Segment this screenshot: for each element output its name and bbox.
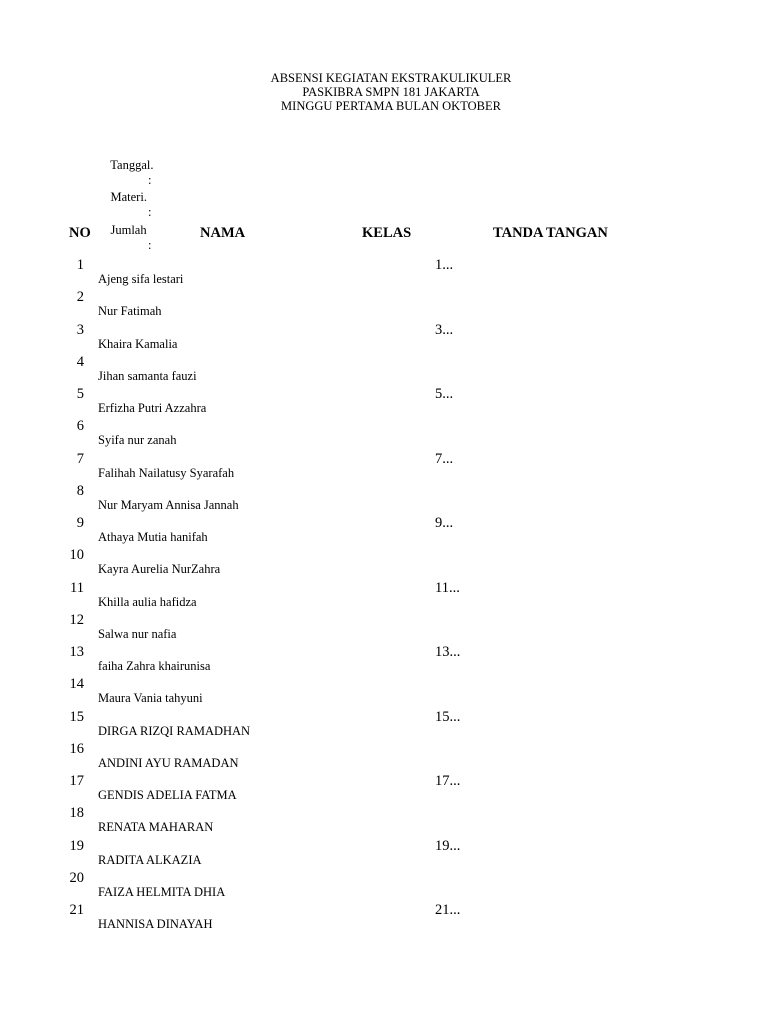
document-title-line-2: PASKIBRA SMPN 181 JAKARTA — [302, 85, 480, 99]
document-title-line-1: ABSENSI KEGIATAN EKSTRAKULIKULER — [270, 71, 512, 85]
meta-material-colon: : — [148, 205, 152, 219]
row-number: 21 — [69, 902, 84, 918]
row-number: 9 — [76, 515, 84, 531]
meta-count-colon: : — [148, 238, 152, 252]
column-header-no: NO — [69, 225, 91, 241]
column-header-signature-clip — [493, 222, 608, 246]
row-name: faiha Zahra khairunisa — [98, 659, 211, 673]
row-name: RENATA MAHARAN — [98, 820, 214, 835]
row-name: Erfizha Putri Azzahra — [98, 401, 207, 415]
meta-count-label: Jumlah — [110, 223, 147, 237]
row-name: Kayra Aurelia NurZahra — [98, 562, 221, 577]
row-number: 5 — [76, 386, 84, 402]
row-signature-slot: 3... — [435, 321, 454, 338]
meta-material-label: Materi. — [110, 190, 147, 204]
row-number: 17 — [69, 773, 84, 789]
row-signature-slot: 15... — [435, 708, 461, 725]
meta-date-colon: : — [148, 173, 152, 187]
row-number: 2 — [76, 289, 84, 306]
meta-date-label: Tanggal. — [110, 158, 154, 172]
row-name: Khaira Kamalia — [98, 336, 178, 351]
row-name: Nur Fatimah — [98, 304, 162, 319]
column-header-class: KELAS — [362, 225, 412, 241]
row-name: Ajeng sifa lestari — [98, 272, 184, 286]
row-signature-slot: 11... — [435, 579, 460, 596]
row-number: 6 — [76, 418, 84, 435]
row-signature-slot: 19... — [435, 837, 461, 854]
row-name: Athaya Mutia hanifah — [98, 530, 208, 544]
row-number: 10 — [69, 547, 84, 564]
row-number: 11 — [70, 579, 84, 596]
row-signature-slot: 7... — [435, 450, 454, 467]
row-number: 1 — [76, 257, 84, 273]
row-number: 19 — [69, 837, 84, 854]
row-name: FAIZA HELMITA DHIA — [98, 884, 226, 899]
row-number: 14 — [69, 676, 84, 693]
meta-count — [98, 208, 152, 268]
row-signature-slot: 1... — [435, 257, 454, 273]
row-name: GENDIS ADELIA FATMA — [98, 788, 237, 802]
row-number: 20 — [69, 869, 84, 886]
row-name: Syifa nur zanah — [98, 433, 177, 448]
row-signature-slot: 9... — [435, 515, 454, 531]
row-name: Nur Maryam Annisa Jannah — [98, 497, 239, 512]
row-number: 15 — [69, 708, 84, 725]
row-signature-slot: 21... — [435, 902, 461, 918]
row-name: Khilla aulia hafidza — [98, 594, 197, 609]
row-signature-slot: 17... — [435, 773, 461, 789]
row-name: ANDINI AYU RAMADAN — [98, 755, 239, 770]
row-name: RADITA ALKAZIA — [98, 852, 202, 867]
row-name: Salwa nur nafia — [98, 626, 177, 641]
row-number: 4 — [76, 353, 84, 370]
row-signature-slot: 13... — [435, 644, 461, 660]
column-header-signature: TANDA TANGAN — [493, 225, 608, 241]
row-number: 8 — [76, 482, 84, 499]
row-number: 7 — [76, 450, 84, 467]
row-signature-slot: 5... — [435, 386, 454, 402]
row-name: HANNISA DINAYAH — [98, 917, 213, 931]
row-number: 16 — [69, 740, 84, 757]
row-name: Maura Vania tahyuni — [98, 691, 203, 706]
row-number: 18 — [69, 805, 84, 822]
column-header-name: NAMA — [200, 225, 246, 241]
row-number: 3 — [76, 321, 84, 338]
row-name: Jihan samanta fauzi — [98, 368, 197, 383]
row-name: DIRGA RIZQI RAMADHAN — [98, 723, 251, 738]
row-name: Falihah Nailatusy Syarafah — [98, 465, 235, 480]
document-title-line-3: MINGGU PERTAMA BULAN OKTOBER — [281, 99, 501, 113]
row-number: 13 — [69, 644, 84, 660]
row-number: 12 — [69, 611, 84, 628]
